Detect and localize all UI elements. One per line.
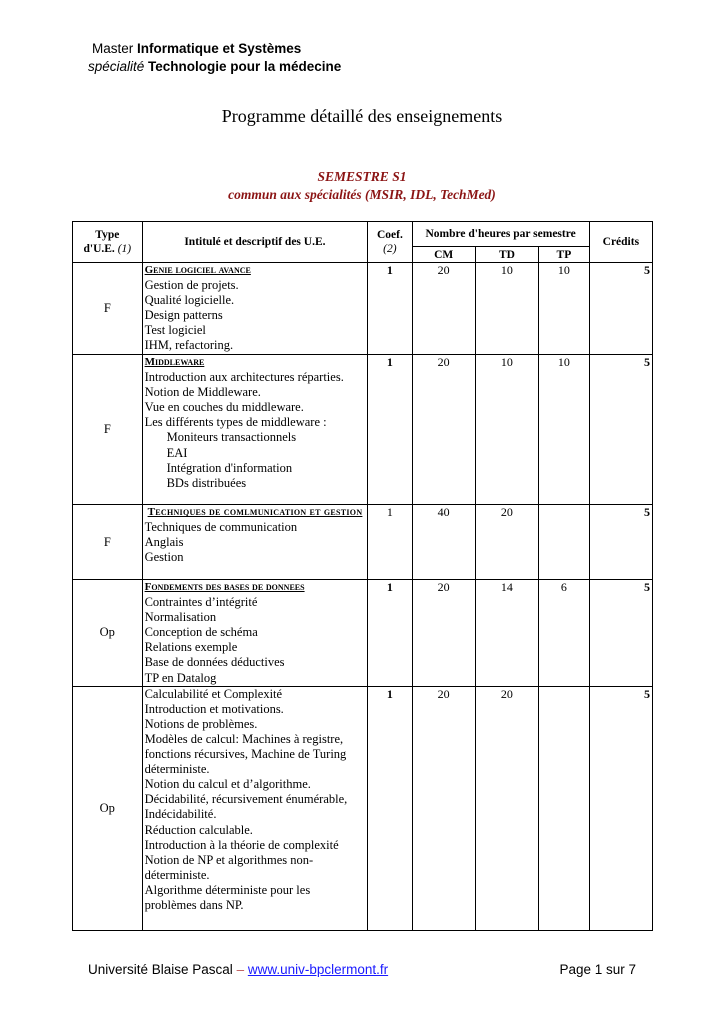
ue-subitem-line: Intégration d'information xyxy=(166,460,293,475)
ue-content-line: Contraintes d’intégrité xyxy=(144,595,258,610)
ue-content-line: Les différents types de middleware : xyxy=(144,415,327,430)
speciality-title: Technologie pour la médecine xyxy=(144,59,342,74)
td-hours-cell: 20 xyxy=(475,686,538,930)
ue-content-line: Notion de NP et algorithmes non-déterministe. xyxy=(144,852,314,882)
coef-cell: 1 xyxy=(368,505,412,580)
course-row xyxy=(73,355,653,505)
semester-subtitle: commun aux spécialités (MSIR, IDL, TechMed) xyxy=(228,187,496,202)
ue-content-line: Test logiciel xyxy=(144,323,206,338)
ue-subitem-line: EAI xyxy=(166,445,188,460)
credits-cell: 5 xyxy=(589,686,652,930)
cm-hours-cell: 20 xyxy=(412,686,475,930)
ue-description-cell xyxy=(142,355,368,505)
ue-content-line: Relations exemple xyxy=(144,640,238,655)
ue-content-line: Notion du calcul et d’algorithme. xyxy=(144,777,311,792)
header-cm: CM xyxy=(412,247,475,263)
ue-content-line: Modèles de calcul: Machines à registre, fonctions récursives, Machine de Turing déterministe. xyxy=(144,731,347,777)
ue-title: Middleware xyxy=(144,356,205,368)
page-title: Programme détaillé des enseignements xyxy=(221,106,503,126)
header-coef: Coef. (2) xyxy=(368,222,412,263)
ue-content-line: Réduction calculable. xyxy=(144,822,253,837)
tp-hours-cell: 10 xyxy=(539,355,590,505)
ue-content-line: Design patterns xyxy=(144,308,223,323)
ue-type-cell: Op xyxy=(73,580,143,687)
ue-content-line: TP en Datalog xyxy=(144,670,217,685)
credits-cell: 5 xyxy=(589,355,652,505)
document-header xyxy=(88,40,341,76)
coef-cell: 1 xyxy=(368,686,412,930)
credits-cell: 5 xyxy=(589,505,652,580)
coef-cell: 1 xyxy=(368,263,412,355)
ue-content-line: Algorithme déterministe pour les problèmes dans NP. xyxy=(144,882,311,912)
semester-name: SEMESTRE S1 xyxy=(317,169,407,184)
tp-hours-cell xyxy=(539,686,590,930)
ue-content-line: Notions de problèmes. xyxy=(144,716,258,731)
ue-content-line: Qualité logicielle. xyxy=(144,293,235,308)
cm-hours-cell: 20 xyxy=(412,355,475,505)
speciality-line xyxy=(88,58,341,76)
ue-description-cell xyxy=(142,580,368,687)
ue-content-line: Base de données déductives xyxy=(144,655,285,670)
ue-content-line: Introduction à la théorie de complexité xyxy=(144,837,339,852)
ue-content-line: Gestion xyxy=(144,550,184,565)
semester-heading xyxy=(0,168,724,204)
footer-left xyxy=(88,962,388,977)
header-td: TD xyxy=(475,247,538,263)
footer-separator: – xyxy=(232,962,248,977)
ue-title: Genie logiciel avance xyxy=(144,264,251,276)
ue-content-line: Normalisation xyxy=(144,610,217,625)
ue-title: Techniques de comlmunication et gestion xyxy=(147,506,363,518)
master-title: Informatique et Systèmes xyxy=(137,41,302,56)
course-row xyxy=(73,505,653,580)
tp-hours-cell: 6 xyxy=(539,580,590,687)
ue-description-cell xyxy=(142,505,368,580)
ue-description-cell xyxy=(142,686,368,930)
credits-cell: 5 xyxy=(589,580,652,687)
td-hours-cell: 10 xyxy=(475,355,538,505)
ue-type-cell: Op xyxy=(73,686,143,930)
credits-cell: 5 xyxy=(589,263,652,355)
coef-cell: 1 xyxy=(368,580,412,687)
tp-hours-cell xyxy=(539,505,590,580)
header-hours: Nombre d'heures par semestre xyxy=(412,222,589,247)
ue-content-line: Anglais xyxy=(144,535,184,550)
ue-type-cell: F xyxy=(73,263,143,355)
ue-content-line: Techniques de communication xyxy=(144,520,298,535)
ue-content-line: Gestion de projets. xyxy=(144,278,239,293)
ue-title: Fondements des bases de donnees xyxy=(144,581,305,593)
coef-cell: 1 xyxy=(368,355,412,505)
course-table xyxy=(72,221,653,931)
ue-description-cell xyxy=(142,263,368,355)
course-row xyxy=(73,686,653,930)
speciality-prefix: spécialité xyxy=(88,59,145,74)
header-type: Type d'U.E. (1) xyxy=(73,222,143,263)
ue-content-line: Vue en couches du middleware. xyxy=(144,400,304,415)
cm-hours-cell: 40 xyxy=(412,505,475,580)
td-hours-cell: 14 xyxy=(475,580,538,687)
cm-hours-cell: 20 xyxy=(412,263,475,355)
td-hours-cell: 10 xyxy=(475,263,538,355)
ue-type-cell: F xyxy=(73,505,143,580)
ue-type-cell: F xyxy=(73,355,143,505)
ue-subitem-line: BDs distribuées xyxy=(166,475,247,490)
course-row xyxy=(73,263,653,355)
ue-content-line: Notion de Middleware. xyxy=(144,385,261,400)
ue-content-line: Calculabilité et Complexité xyxy=(144,686,283,701)
university-link[interactable]: www.univ-bpclermont.fr xyxy=(247,962,389,977)
page-number: Page 1 sur 7 xyxy=(559,962,636,977)
header-tp: TP xyxy=(539,247,590,263)
cm-hours-cell: 20 xyxy=(412,580,475,687)
header-credits: Crédits xyxy=(589,222,652,263)
ue-content-line: Introduction et motivations. xyxy=(144,701,284,716)
ue-content-line: Introduction aux architectures réparties. xyxy=(144,370,344,385)
master-line xyxy=(88,40,341,58)
ue-content-line: IHM, refactoring. xyxy=(144,338,234,353)
course-row xyxy=(73,580,653,687)
ue-content-line: Conception de schéma xyxy=(144,625,258,640)
header-description: Intitulé et descriptif des U.E. xyxy=(142,222,368,263)
university-name: Université Blaise Pascal xyxy=(88,962,233,977)
ue-subitem-line: Moniteurs transactionnels xyxy=(166,430,297,445)
tp-hours-cell: 10 xyxy=(539,263,590,355)
master-prefix: Master xyxy=(92,41,138,56)
ue-content-line: Décidabilité, récursivement énumérable, Indécidabilité. xyxy=(144,792,348,822)
td-hours-cell: 20 xyxy=(475,505,538,580)
